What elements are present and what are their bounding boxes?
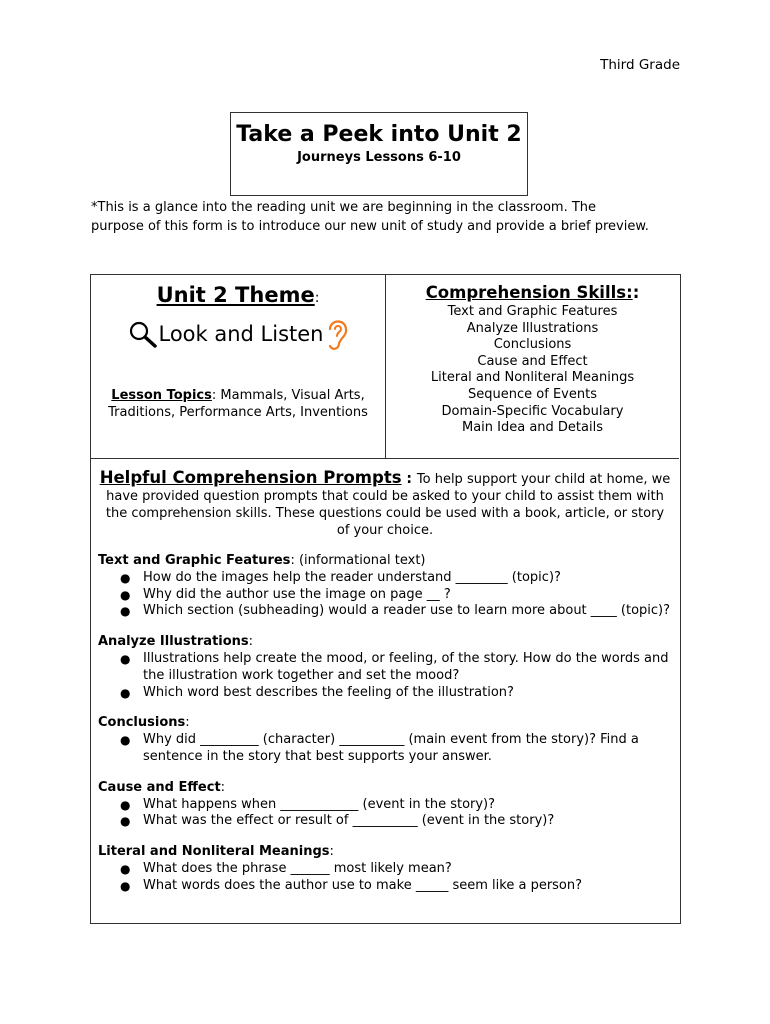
title-box xyxy=(230,112,528,196)
bullet-icon: ● xyxy=(120,878,131,893)
question-item xyxy=(98,732,672,766)
bullet-icon: ● xyxy=(120,685,131,700)
question-item xyxy=(98,651,672,685)
skill-item: Text and Graphic Features xyxy=(447,304,618,319)
skills-heading-text: Comprehension Skills: xyxy=(425,283,633,302)
question-item xyxy=(98,813,672,830)
question-item xyxy=(98,603,672,620)
theme-heading-colon: : xyxy=(314,290,320,306)
magnifying-glass-icon xyxy=(127,320,159,348)
question-item xyxy=(98,587,672,604)
section-title: Text and Graphic Features xyxy=(98,553,291,568)
question-item xyxy=(98,878,672,895)
question-text: Which section (subheading) would a reader use to learn more about ____ (topic)? xyxy=(143,603,671,619)
section-note: : xyxy=(220,779,226,795)
section-heading xyxy=(98,715,672,732)
section-note: : (informational text) xyxy=(290,553,426,568)
question-text: What happens when ____________ (event in the story)? xyxy=(143,796,496,812)
section-note: : xyxy=(248,634,254,650)
lesson-topics-label: Lesson Topics xyxy=(111,388,212,403)
question-text: Why did the author use the image on page __ ? xyxy=(143,586,451,602)
question-text: What words does the author use to make _____ seem like a person? xyxy=(143,877,583,893)
bullet-icon: ● xyxy=(120,604,131,619)
question-text: How do the images help the reader understand ________ (topic)? xyxy=(143,569,561,585)
question-item xyxy=(98,685,672,702)
skills-heading xyxy=(386,283,679,302)
theme-heading xyxy=(91,283,385,307)
bullet-icon: ● xyxy=(120,570,131,585)
bullet-icon: ● xyxy=(120,651,131,666)
prompt-section-conclusions xyxy=(98,715,672,765)
skills-cell xyxy=(386,275,679,459)
grade-label: Third Grade xyxy=(600,57,680,73)
skill-item: Conclusions xyxy=(493,337,572,353)
intro-paragraph: *This is a glance into the reading unit we are beginning in the classroom. The purpose of this form is to introduce our new unit of study and provide a brief preview. xyxy=(91,200,649,234)
bullet-icon: ● xyxy=(120,733,131,748)
section-note: : xyxy=(329,844,334,860)
skills-heading-colon: : xyxy=(632,283,640,302)
bullet-icon: ● xyxy=(120,861,131,876)
question-text: Which word best describes the feeling of the illustration? xyxy=(143,684,514,700)
prompt-section-literal-nonliteral xyxy=(98,844,672,894)
section-heading xyxy=(98,844,672,861)
lesson-topics xyxy=(91,387,385,421)
question-text: What was the effect or result of __________ (event in the story)? xyxy=(143,813,555,829)
question-list xyxy=(98,861,672,895)
section-heading xyxy=(98,780,672,797)
theme-name-row xyxy=(91,315,385,353)
question-item xyxy=(98,861,672,878)
ear-icon xyxy=(324,315,350,353)
skill-item: Analyze Illustrations xyxy=(466,320,599,336)
question-text: Illustrations help create the mood, or feeling, of the story. How do the words and the illustration work together and set the mood? xyxy=(143,650,669,683)
skill-item: Domain-Specific Vocabulary xyxy=(441,403,624,419)
section-title: Cause and Effect xyxy=(98,779,221,795)
prompts-intro-text: To help support your child at home, we have provided question prompts that could be asked to your child to assist them with the comprehension skills. These questions could be used with a book, article, or story of your choice. xyxy=(105,472,671,538)
question-list xyxy=(98,651,672,701)
theme-heading-text: Unit 2 Theme xyxy=(156,283,315,307)
section-title: Literal and Nonliteral Meanings xyxy=(98,844,330,860)
prompts-cell xyxy=(91,459,679,895)
prompt-section-cause-effect xyxy=(98,780,672,830)
question-list xyxy=(98,797,672,831)
skill-item: Literal and Nonliteral Meanings xyxy=(430,370,635,386)
section-heading xyxy=(98,553,672,570)
skill-item: Main Idea and Details xyxy=(461,420,603,436)
theme-cell xyxy=(91,275,386,459)
section-title: Conclusions xyxy=(98,715,186,731)
prompt-section-illustrations xyxy=(98,634,672,701)
question-item xyxy=(98,797,672,814)
question-text: What does the phrase ______ most likely mean? xyxy=(143,860,452,876)
skill-item: Sequence of Events xyxy=(468,386,597,402)
page-title: Take a Peek into Unit 2 xyxy=(236,122,522,147)
prompt-section-text-graphic xyxy=(98,553,672,620)
bullet-icon: ● xyxy=(120,797,131,812)
theme-name: Look and Listen xyxy=(158,322,324,346)
question-item xyxy=(98,570,672,587)
question-list xyxy=(98,570,672,620)
lesson-topics-text: : Mammals, Visual Arts, Traditions, Performance Arts, Inventions xyxy=(108,388,368,420)
bullet-icon: ● xyxy=(120,814,131,829)
section-title: Analyze Illustrations xyxy=(98,634,249,650)
page-subtitle: Journeys Lessons 6-10 xyxy=(297,150,461,165)
prompts-intro xyxy=(98,469,672,539)
question-list xyxy=(98,732,672,766)
skill-item: Cause and Effect xyxy=(477,353,588,369)
question-text: Why did _________ (character) __________ (main event from the story)? Find a sentence in the story that best supports your answer. xyxy=(143,732,639,764)
section-note: : xyxy=(185,715,190,731)
unit-table xyxy=(90,274,681,924)
prompts-heading-colon: : xyxy=(401,471,417,487)
section-heading xyxy=(98,634,672,651)
bullet-icon: ● xyxy=(120,587,131,602)
skills-list xyxy=(386,304,679,437)
prompts-heading: Helpful Comprehension Prompts xyxy=(99,468,402,487)
